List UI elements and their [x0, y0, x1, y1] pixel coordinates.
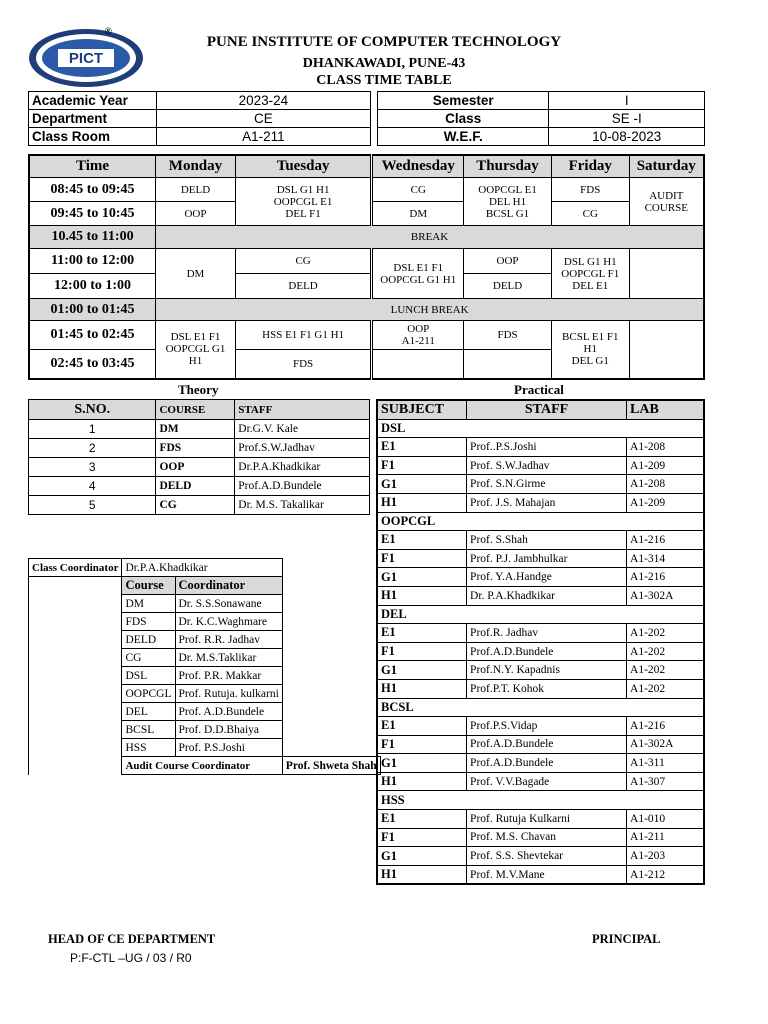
prac-staff: Prof.A.D.Bundele — [467, 735, 627, 754]
prac-row — [377, 549, 704, 568]
theory-header-sno: S.NO. — [29, 400, 156, 420]
audit-coordinator-label: Audit Course Coordinator — [122, 757, 282, 775]
prac-lab: A1-202 — [627, 661, 704, 680]
theory-course: CG — [156, 496, 235, 515]
prac-row — [377, 679, 704, 698]
prac-batch: G1 — [377, 661, 467, 680]
slot-thu-3: OOP — [464, 249, 552, 274]
slot-wed-1: CG — [372, 178, 464, 202]
slot-mon-2: OOP — [156, 202, 236, 226]
coord-course: CG — [122, 649, 175, 667]
prac-lab: A1-208 — [627, 475, 704, 494]
theory-table — [28, 399, 370, 515]
slot-fri-1: FDS — [551, 178, 629, 202]
prac-lab: A1-311 — [627, 754, 704, 773]
prac-staff: Prof.A.D.Bundele — [467, 754, 627, 773]
slot-mon-1: DELD — [156, 178, 236, 202]
prac-lab: A1-209 — [627, 493, 704, 512]
prac-batch: H1 — [377, 772, 467, 791]
prac-staff: Prof.R. Jadhav — [467, 624, 627, 643]
prac-batch: E1 — [377, 531, 467, 550]
break-row: BREAK — [156, 226, 704, 249]
slot-fri-34: DSL G1 H1 OOPCGL F1 DEL E1 — [551, 249, 629, 299]
prac-lab: A1-302A — [627, 735, 704, 754]
prac-batch: H1 — [377, 679, 467, 698]
institute-title: PUNE INSTITUTE OF COMPUTER TECHNOLOGY — [206, 34, 562, 50]
lunch-break-row: LUNCH BREAK — [156, 299, 704, 321]
slot-fri-2: CG — [551, 202, 629, 226]
document-title: CLASS TIME TABLE — [316, 73, 452, 88]
prac-batch: G1 — [377, 847, 467, 866]
slot-mon-67: DSL E1 F1 OOPCGL G1 H1 — [156, 321, 236, 379]
prac-lab: A1-314 — [627, 549, 704, 568]
prac-staff: Prof.A.D.Bundele — [467, 642, 627, 661]
prac-staff: Prof. M.V.Mane — [467, 865, 627, 884]
class-room-value: A1-211 — [156, 128, 370, 146]
wef-label: W.E.F. — [377, 128, 548, 146]
prac-batch: G1 — [377, 754, 467, 773]
theory-staff: Dr.P.A.Khadkikar — [235, 458, 370, 477]
slot-sat-12: AUDIT COURSE — [629, 178, 704, 226]
prac-lab: A1-209 — [627, 456, 704, 475]
registered-mark-icon: ® — [105, 26, 112, 36]
institute-address: DHANKAWADI, PUNE-43 — [302, 56, 466, 71]
slot-tue-3: CG — [235, 249, 372, 274]
semester-value: I — [549, 92, 705, 110]
principal-signature-label: PRINCIPAL — [592, 932, 661, 946]
timetable — [28, 154, 705, 380]
logo-text: PICT — [68, 50, 104, 67]
prac-staff: Prof..P.S.Joshi — [467, 438, 627, 457]
coord-name: Prof. P.S.Joshi — [175, 739, 282, 757]
prac-staff: Prof. P.J. Jambhulkar — [467, 549, 627, 568]
prac-staff: Prof. M.S. Chavan — [467, 828, 627, 847]
prac-row — [377, 772, 704, 791]
class-room-label: Class Room — [29, 128, 157, 146]
prac-lab: A1-202 — [627, 679, 704, 698]
theory-course: FDS — [156, 439, 235, 458]
prac-batch: F1 — [377, 828, 467, 847]
prac-subject-oopcgl: OOPCGL — [377, 512, 704, 531]
prac-row — [377, 531, 704, 550]
prac-staff: Prof.P.T. Kohok — [467, 679, 627, 698]
prac-lab: A1-010 — [627, 810, 704, 829]
prac-batch: E1 — [377, 438, 467, 457]
theory-staff: Dr. M.S. Takalikar — [235, 496, 370, 515]
prac-batch: F1 — [377, 456, 467, 475]
prac-lab: A1-211 — [627, 828, 704, 847]
coord-course: FDS — [122, 613, 175, 631]
prac-subject-bcsl: BCSL — [377, 698, 704, 717]
slot-time: 09:45 to 10:45 — [29, 202, 156, 226]
header-thursday: Thursday — [464, 155, 552, 178]
coord-name: Prof. D.D.Bhaiya — [175, 721, 282, 739]
coord-course: DSL — [122, 667, 175, 685]
slot-time: 10.45 to 11:00 — [29, 226, 156, 249]
coord-name: Prof. A.D.Bundele — [175, 703, 282, 721]
prac-batch: H1 — [377, 865, 467, 884]
theory-staff: Dr.G.V. Kale — [235, 420, 370, 439]
prac-batch: H1 — [377, 493, 467, 512]
semester-label: Semester — [377, 92, 548, 110]
coord-name: Prof. R.R. Jadhav — [175, 631, 282, 649]
coord-header-coordinator: Coordinator — [175, 577, 282, 595]
prac-lab: A1-212 — [627, 865, 704, 884]
prac-subject-del: DEL — [377, 605, 704, 624]
info-table — [28, 91, 705, 146]
coord-header-course: Course — [122, 577, 175, 595]
slot-mon-34: DM — [156, 249, 236, 299]
theory-sno: 3 — [29, 458, 156, 477]
practical-table — [376, 399, 705, 885]
coord-name: Prof. P.R. Makkar — [175, 667, 282, 685]
prac-staff: Prof. Rutuja Kulkarni — [467, 810, 627, 829]
theory-sno: 1 — [29, 420, 156, 439]
slot-sat-34 — [629, 249, 704, 299]
prac-lab: A1-202 — [627, 642, 704, 661]
academic-year-label: Academic Year — [29, 92, 157, 110]
slot-time: 08:45 to 09:45 — [29, 178, 156, 202]
prac-staff: Prof. V.V.Bagade — [467, 772, 627, 791]
coordinator-table — [28, 558, 381, 775]
class-value: SE -I — [549, 110, 705, 128]
coord-course: HSS — [122, 739, 175, 757]
prac-subject-dsl: DSL — [377, 419, 704, 438]
class-coordinator-label: Class Coordinator — [29, 559, 122, 577]
department-value: CE — [156, 110, 370, 128]
coord-name: Dr. M.S.Taklikar — [175, 649, 282, 667]
prac-row — [377, 475, 704, 494]
coord-course: DEL — [122, 703, 175, 721]
prac-lab: A1-203 — [627, 847, 704, 866]
prac-lab: A1-216 — [627, 568, 704, 587]
prac-row — [377, 717, 704, 736]
prac-batch: F1 — [377, 642, 467, 661]
theory-header-course: COURSE — [156, 400, 235, 420]
class-label: Class — [377, 110, 548, 128]
slot-time: 01:00 to 01:45 — [29, 299, 156, 321]
header-time: Time — [29, 155, 156, 178]
hod-signature-label: HEAD OF CE DEPARTMENT — [48, 932, 216, 946]
slot-time: 02:45 to 03:45 — [29, 350, 156, 379]
theory-course: OOP — [156, 458, 235, 477]
header-tuesday: Tuesday — [235, 155, 372, 178]
prac-row — [377, 735, 704, 754]
header-monday: Monday — [156, 155, 236, 178]
slot-tue-12: DSL G1 H1 OOPCGL E1 DEL F1 — [235, 178, 372, 226]
theory-section-label: Theory — [178, 382, 219, 397]
slot-wed-34: DSL E1 F1 OOPCGL G1 H1 — [372, 249, 464, 299]
slot-tue-7: FDS — [235, 350, 372, 379]
theory-sno: 5 — [29, 496, 156, 515]
prac-lab: A1-216 — [627, 717, 704, 736]
prac-staff: Prof. S.W.Jadhav — [467, 456, 627, 475]
prac-header-subject: SUBJECT — [377, 400, 467, 419]
coord-name: Dr. S.S.Sonawane — [175, 595, 282, 613]
prac-batch: G1 — [377, 475, 467, 494]
slot-time: 12:00 to 1:00 — [29, 274, 156, 299]
prac-staff: Prof.N.Y. Kapadnis — [467, 661, 627, 680]
prac-row — [377, 493, 704, 512]
theory-staff: Prof.S.W.Jadhav — [235, 439, 370, 458]
audit-coordinator-name: Prof. Shweta Shah — [282, 757, 380, 775]
prac-batch: F1 — [377, 735, 467, 754]
prac-row — [377, 810, 704, 829]
prac-row — [377, 438, 704, 457]
slot-thu-7 — [464, 350, 552, 379]
prac-staff: Prof. Y.A.Handge — [467, 568, 627, 587]
prac-staff: Prof. J.S. Mahajan — [467, 493, 627, 512]
prac-batch: E1 — [377, 717, 467, 736]
coord-course: DELD — [122, 631, 175, 649]
coord-course: OOPCGL — [122, 685, 175, 703]
prac-batch: E1 — [377, 624, 467, 643]
practical-section-label: Practical — [514, 382, 564, 397]
prac-lab: A1-202 — [627, 624, 704, 643]
slot-wed-2: DM — [372, 202, 464, 226]
slot-tue-6: HSS E1 F1 G1 H1 — [235, 321, 372, 350]
class-coordinator-name: Dr.P.A.Khadkikar — [122, 559, 282, 577]
slot-thu-4: DELD — [464, 274, 552, 299]
prac-row — [377, 865, 704, 884]
prac-staff: Prof.P.S.Vidap — [467, 717, 627, 736]
slot-thu-12: OOPCGL E1 DEL H1 BCSL G1 — [464, 178, 552, 226]
wef-value: 10-08-2023 — [549, 128, 705, 146]
prac-row — [377, 568, 704, 587]
prac-row — [377, 456, 704, 475]
header-saturday: Saturday — [629, 155, 704, 178]
department-label: Department — [29, 110, 157, 128]
prac-lab: A1-307 — [627, 772, 704, 791]
coord-name: Dr. K.C.Waghmare — [175, 613, 282, 631]
prac-row — [377, 754, 704, 773]
academic-year-value: 2023-24 — [156, 92, 370, 110]
prac-lab: A1-302A — [627, 586, 704, 605]
prac-row — [377, 847, 704, 866]
prac-batch: F1 — [377, 549, 467, 568]
slot-time: 01:45 to 02:45 — [29, 321, 156, 350]
prac-subject-hss: HSS — [377, 791, 704, 810]
theory-course: DELD — [156, 477, 235, 496]
slot-wed-6: OOP A1-211 — [372, 321, 464, 350]
header-friday: Friday — [551, 155, 629, 178]
slot-sat-67 — [629, 321, 704, 379]
prac-header-lab: LAB — [627, 400, 704, 419]
slot-wed-7 — [372, 350, 464, 379]
prac-staff: Dr. P.A.Khadkikar — [467, 586, 627, 605]
prac-batch: H1 — [377, 586, 467, 605]
header-wednesday: Wednesday — [372, 155, 464, 178]
theory-sno: 4 — [29, 477, 156, 496]
prac-row — [377, 624, 704, 643]
theory-course: DM — [156, 420, 235, 439]
prac-lab: A1-216 — [627, 531, 704, 550]
theory-staff: Prof.A.D.Bundele — [235, 477, 370, 496]
prac-row — [377, 586, 704, 605]
prac-row — [377, 828, 704, 847]
theory-sno: 2 — [29, 439, 156, 458]
slot-thu-6: FDS — [464, 321, 552, 350]
theory-header-staff: STAFF — [235, 400, 370, 420]
form-code: P:F-CTL –UG / 03 / R0 — [70, 951, 192, 965]
coord-course: DM — [122, 595, 175, 613]
prac-row — [377, 661, 704, 680]
prac-row — [377, 642, 704, 661]
slot-tue-4: DELD — [235, 274, 372, 299]
slot-fri-67: BCSL E1 F1 H1 DEL G1 — [551, 321, 629, 379]
prac-staff: Prof. S.S. Shevtekar — [467, 847, 627, 866]
prac-header-staff: STAFF — [467, 400, 627, 419]
prac-staff: Prof. S.N.Girme — [467, 475, 627, 494]
prac-staff: Prof. S.Shah — [467, 531, 627, 550]
prac-lab: A1-208 — [627, 438, 704, 457]
prac-batch: E1 — [377, 810, 467, 829]
coord-name: Prof. Rutuja. kulkarni — [175, 685, 282, 703]
coord-course: BCSL — [122, 721, 175, 739]
prac-batch: G1 — [377, 568, 467, 587]
slot-time: 11:00 to 12:00 — [29, 249, 156, 274]
